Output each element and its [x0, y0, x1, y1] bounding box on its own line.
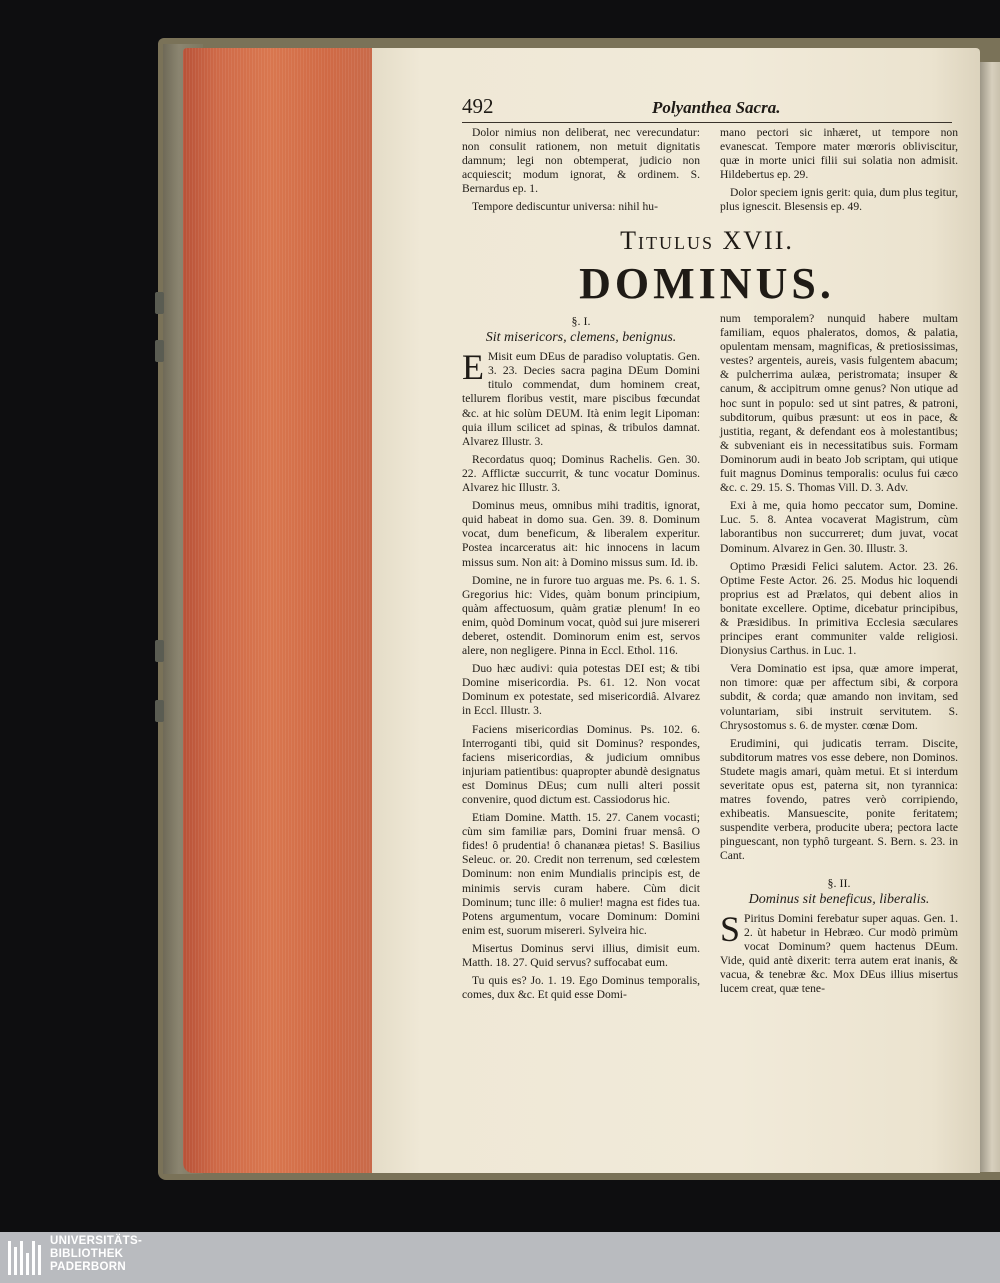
section-heading: Dominus sit beneficus, liberalis. — [748, 891, 930, 907]
paragraph-text: Exi à me, quia homo peccator sum, Domine. Luc. 5. 8. Antea vocaverat Magistrum, cùm laborantibus non succurreret; dum juvat, vocat Dominum. Alvarez in Gen. 30. Illustr. 3. — [720, 499, 958, 555]
running-title: Polyanthea Sacra. — [652, 98, 781, 117]
left-paragraphs — [462, 347, 700, 1002]
section-heading: Sit misericors, clemens, benignus. — [485, 330, 677, 346]
binding-clasp — [155, 640, 164, 662]
facing-page-edge — [980, 62, 1000, 1172]
right-column — [720, 312, 958, 1000]
paragraph-text: Misertus Dominus servi illius, dimisit eum. Matth. 18. 27. Quid servus? suffocabat eum. — [462, 941, 700, 970]
paragraph-text: Tu quis es? Jo. 1. 19. Ego Dominus temporalis, comes, dux &c. Et quid esse Domi- — [462, 974, 700, 1002]
drop-cap: E — [462, 347, 484, 388]
paragraph — [462, 574, 700, 659]
left-column — [462, 314, 700, 1006]
paragraph: Dolor speciem ignis gerit: quia, dum plus tegitur, plus ignescit. Blesensis ep. 49. — [720, 186, 958, 214]
top-right-column — [720, 126, 958, 219]
library-footer — [0, 1232, 1000, 1283]
page-text-area — [462, 92, 958, 1172]
bleed-through-mark — [222, 400, 251, 503]
library-name-line: UNIVERSITÄTS- — [50, 1235, 143, 1247]
paragraph — [720, 312, 958, 495]
paragraph-text: Recordatus quoq; Dominus Rachelis. Gen. 30. 22. Afflictæ succurrit, & tunc vocatur Dominus. Alvarez hic Illustr. 3. — [462, 452, 700, 495]
paragraph — [462, 453, 700, 495]
library-logo-icon — [6, 1237, 46, 1279]
paragraph — [462, 974, 700, 1002]
paragraph — [720, 560, 958, 659]
page-number: 492 — [462, 94, 494, 118]
page-title: DOMINUS. — [579, 259, 835, 308]
paragraph-text: Duo hæc audivi: quia potestas DEI est; & tibi Domine misericordia. Ps. 61. 12. Non vocat Dominum ex potestate, sed misericordiâ. Alvarez in Eccl. Illustr. 3. — [462, 662, 700, 718]
paragraph-text: Erudimini, qui judicatis terram. Discite, subditorum matres vos esse debere, non Dominos. Studete magis amari, quàm metui. Et si interdum severitate opus est, paterna sit, non tyrannica: matres fovendo, patres verò corripiendo, exhibeatis. Mansuescite, ponite feritatem; suspendite verbera, producite ubera; pectora lacte pinguescant, non typhô turgeant. S. Bern. s. 23. in Cant. — [720, 736, 958, 863]
library-name-line: PADERBORN — [50, 1261, 126, 1273]
paragraph-text: Optimo Præsidi Felici salutem. Actor. 23. 26. Optime Feste Actor. 26. 25. Modus hic loquendi proprius est ad Prælatos, qui debent alios in bonitate excellere. Optime, dicebatur principibus, & Præsidibus. In primitiva Ecclesia sæculares principes erant communiter valde religiosi. Dionysius Carthus. in Luc. 1. — [720, 559, 958, 658]
paragraph: mano pectori sic inhæret, ut tempore non evanescat. Tempore mater mœroris obliviscitur, quæ in morte unici filii sui solatia non admisit. Hildebertus ep. 29. — [720, 126, 958, 182]
paragraph — [720, 662, 958, 732]
binding-clasp — [155, 700, 164, 722]
paragraph-text: Etiam Domine. Matth. 15. 27. Canem vocasti; cùm sim familiæ pars, Domini fruar mensâ. O fides! ô prudentia! ô chananæa pietas! S. Basilius Seleuc. or. 20. Credit non terrenum, sed cœlestem Dominum: non enim Mundialis principis est, de minimis servis curam habere. Cùm dicit Dominum; tunc ille: ô mulier! magna est fides tua. Potens argumentum, vocare Dominum: Domini enim est, suorum misereri. Sylveira hic. — [462, 811, 700, 937]
red-page-edges — [183, 48, 375, 1173]
binding-clasp — [155, 292, 164, 314]
paragraph-text: Faciens misericordias Dominus. Ps. 102. 6. Interroganti tibi, quid sit Dominus? respondes, faciens misericordias, & judicium omnibus injuriam patientibus: quapropter abundè designatus est Dominus DEus; cum nulli alteri possit convenire, quod dictum est. Cassiodorus hic. — [462, 722, 700, 806]
running-head — [462, 92, 952, 123]
paragraph: Tempore dediscuntur universa: nihil hu- — [472, 200, 658, 214]
paragraph — [462, 811, 700, 938]
paragraph-text: num temporalem? nunquid habere multam familiam, equos phaleratos, domos, & palatia, opulentam mensam, magnificas, & pretiosissimas, vestes? argenteis, aureis, vasis fulgentem abacum; & pulcherrima aulæa, peristromata; insuper & canum, & accipitrum omne genus? Non utique ad hoc sunt in populo: sed ut sint patres, & patroni, subditorum, quibus præsunt: ut eos in pace, & justitia, regant, & defendant eos à molestantibus; & subveniant eis in necessitatibus suis. Formam Dominorum audi in beato Job scriptam, qui utique fuit magnus Dominus temporalis: oculus fui cæco &c. c. 29. 15. S. Thomas Vill. D. 3. Adv. — [720, 312, 958, 495]
right-paragraphs — [720, 312, 958, 864]
paragraph — [462, 723, 700, 808]
library-name-line: BIBLIOTHEK — [50, 1248, 124, 1260]
paragraph: Dolor nimius non deliberat, nec verecundatur: non consulit rationem, non metuit dignitatis damnum; legi non obtemperat, judicio non acquiescit; modum ignorat, & ordinem. S. Bernardus ep. 1. — [462, 126, 700, 196]
paragraph — [462, 942, 700, 970]
paragraph — [462, 499, 700, 569]
drop-cap: S — [720, 908, 741, 949]
title-number: Titulus XVII. — [620, 226, 794, 255]
paragraph — [462, 347, 700, 449]
paragraph — [462, 662, 700, 718]
library-name — [50, 1235, 210, 1274]
binding-clasp — [155, 340, 164, 362]
paragraph-text: Dominus meus, omnibus mihi traditis, ignorat, quid habeat in domo sua. Gen. 39. 8. Dominum vocat, dum beneficum, & liberalem experitur. Postea incarceratus ait: hic innocens in lacum missus sum. Non ait: à Domino missus sum. Id. ib. — [462, 499, 700, 569]
paragraph — [720, 908, 958, 997]
paragraph — [720, 737, 958, 864]
right-paragraphs-after — [720, 908, 958, 997]
top-left-column — [462, 126, 700, 219]
paragraph-text: Misit eum DEus de paradiso voluptatis. Gen. 3. 23. Decies sacra pagina DEum Domini titulo commendat, dum hominem creat, tellurem floribus vestit, mare piscibus fœcundat &c. at hic solùm DEUM. Ità enim legit Lipoman: quia illum scilicet ad spinas, & tribulos damnat. Alvarez Illustr. 3. — [462, 350, 700, 448]
paragraph-text: Piritus Domini ferebatur super aquas. Gen. 1. 2. ùt habetur in Hebræo. Cur modò primùm vocat Dominum? quem hactenus DEum. Vide, quid antè dixerit: terra autem erat inanis, & vacua, & tenebræ &c. Mox DEus illius misertus lucem creat, quæ tene- — [720, 911, 958, 996]
section-number: §. I. — [571, 314, 591, 328]
paragraph-text: Domine, ne in furore tuo arguas me. Ps. 6. 1. S. Gregorius hic: Vides, quàm bonum principium, quàm affectuosum, quàm gratiæ plenum! In eo enim, quòd Dominum vocat, quòd sui jure misereri deberet, ostendit. Dominorum enim est, servos alere, non negligere. Pinna in Eccl. Ethol. 116. — [462, 573, 700, 658]
paragraph-text: Vera Dominatio est ipsa, quæ amore imperat, non timore: quæ per affectum sibi, & corpora subdit, & corda; quæ amando non invitam, sed voluntariam, sibi instruit servitutem. S. Chrysostomus s. 6. de myster. cœnæ Dom. — [720, 662, 958, 732]
paragraph — [720, 499, 958, 555]
section-number: §. II. — [827, 875, 851, 890]
